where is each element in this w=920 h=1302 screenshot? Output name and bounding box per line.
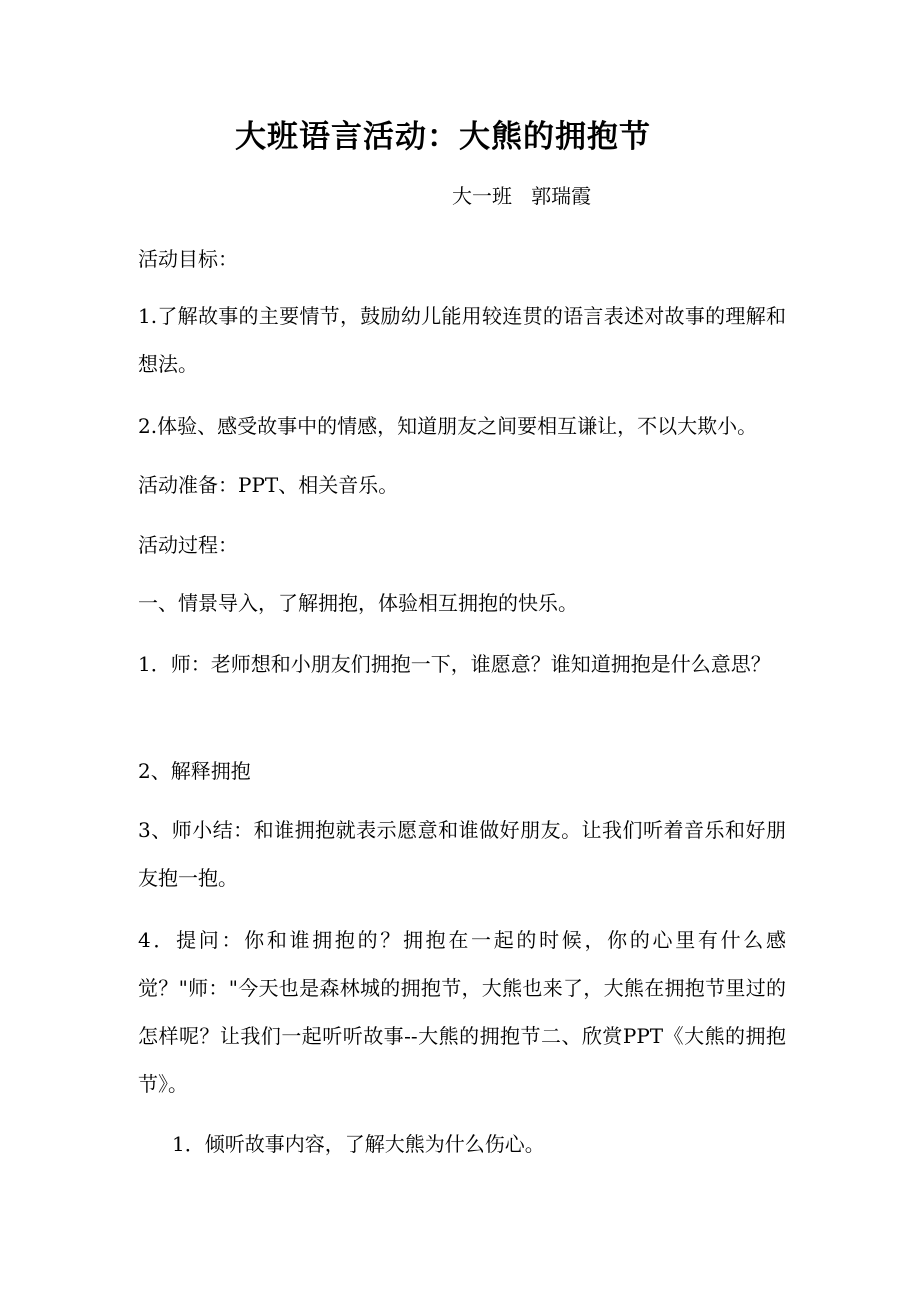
goal-item-2: 2.体验、感受故事中的情感，知道朋友之间要相互谦让，不以大欺小。 <box>138 414 758 438</box>
document-title: 大班语言活动：大熊的拥抱节 <box>235 119 651 155</box>
step-item-2: 2、解释拥抱 <box>138 759 251 783</box>
step-item-1: 1．师：老师想和小朋友们拥抱一下，谁愿意？谁知道拥抱是什么意思？ <box>138 652 771 676</box>
step-item-3: 3、师小结：和谁拥抱就表示愿意和谁做好朋友。让我们听着音乐和好朋友抱一抱。 <box>138 818 786 890</box>
preparation-line: 活动准备：PPT、相关音乐。 <box>138 473 399 497</box>
sub-step-item-1: 1．倾听故事内容，了解大熊为什么伤心。 <box>172 1132 545 1156</box>
author-line: 大一班 郭瑞霞 <box>452 184 592 208</box>
goal-item-1: 1.了解故事的主要情节，鼓励幼儿能用较连贯的语言表述对故事的理解和想法。 <box>138 304 786 376</box>
step-item-4: 4．提问：你和谁拥抱的？拥抱在一起的时候，你的心里有什么感觉？"师："今天也是森林城的拥抱节，大熊也来了，大熊在拥抱节里过的怎样呢？让我们一起听听故事--大熊的拥抱节二、欣赏PPT《大熊的拥抱节》。 <box>138 928 786 1096</box>
section-heading-process: 活动过程： <box>138 533 238 557</box>
section-heading-goals: 活动目标： <box>138 247 238 271</box>
step-heading-1: 一、情景导入，了解拥抱，体验相互拥抱的快乐。 <box>138 591 578 615</box>
